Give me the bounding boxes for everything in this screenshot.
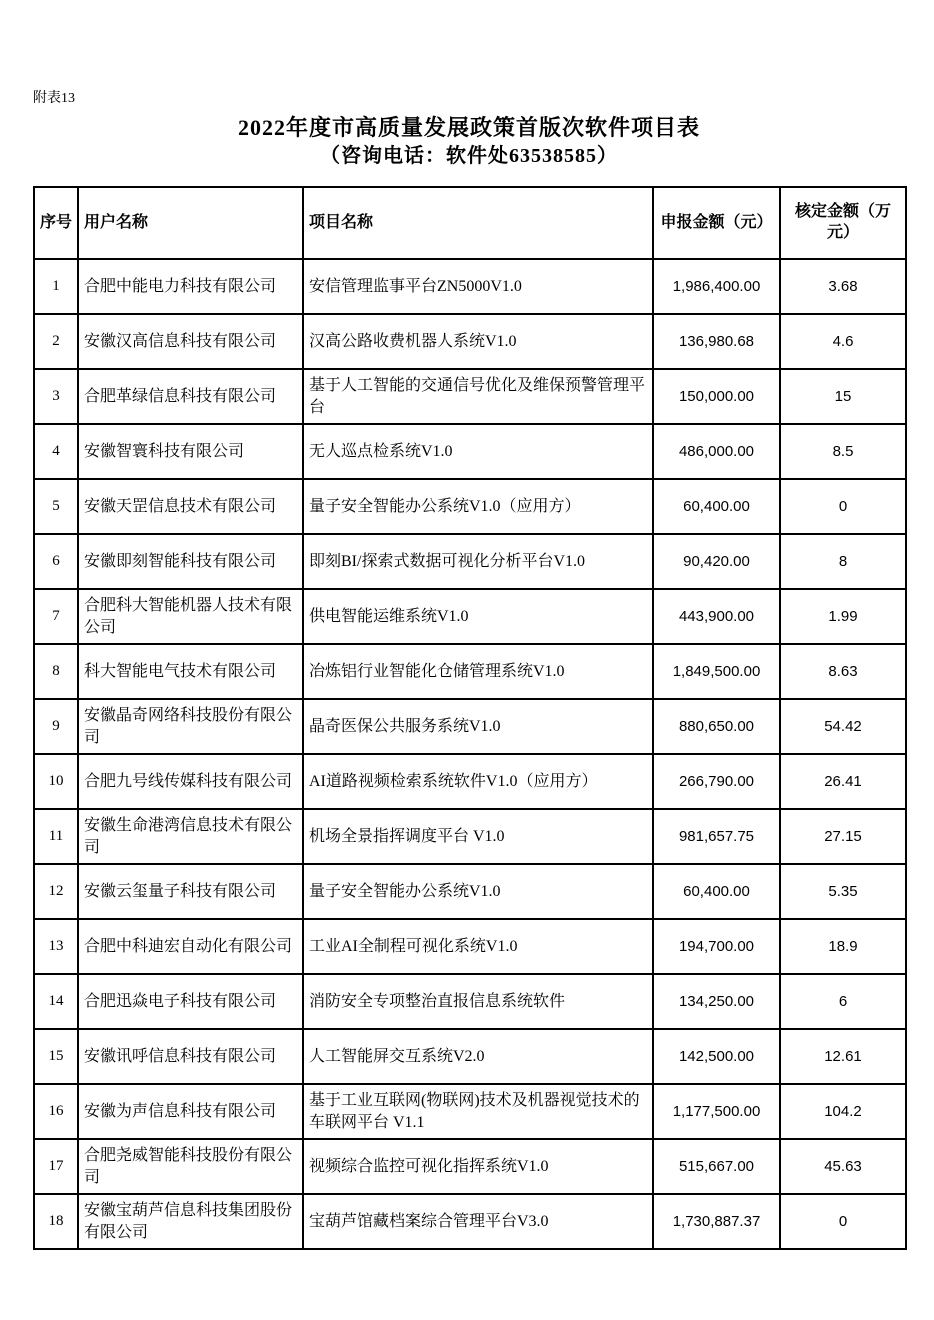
cell-user-name: 安徽为声信息科技有限公司 bbox=[78, 1084, 303, 1139]
cell-user-name: 安徽生命港湾信息技术有限公司 bbox=[78, 809, 303, 864]
cell-approved-amount: 45.63 bbox=[780, 1139, 906, 1194]
table-row bbox=[34, 369, 906, 424]
cell-project-name: 基于人工智能的交通信号优化及维保预警管理平台 bbox=[303, 369, 653, 424]
table-header-row bbox=[34, 187, 906, 259]
cell-seq: 5 bbox=[34, 479, 78, 534]
cell-user-name: 科大智能电气技术有限公司 bbox=[78, 644, 303, 699]
cell-declared-amount: 1,730,887.37 bbox=[653, 1194, 780, 1249]
cell-declared-amount: 150,000.00 bbox=[653, 369, 780, 424]
table-row bbox=[34, 314, 906, 369]
cell-project-name: 无人巡点检系统V1.0 bbox=[303, 424, 653, 479]
cell-project-name: 量子安全智能办公系统V1.0（应用方） bbox=[303, 479, 653, 534]
table-row bbox=[34, 974, 906, 1029]
cell-approved-amount: 0 bbox=[780, 1194, 906, 1249]
cell-approved-amount: 8 bbox=[780, 534, 906, 589]
cell-seq: 12 bbox=[34, 864, 78, 919]
cell-seq: 17 bbox=[34, 1139, 78, 1194]
cell-project-name: 汉高公路收费机器人系统V1.0 bbox=[303, 314, 653, 369]
cell-approved-amount: 4.6 bbox=[780, 314, 906, 369]
projects-table bbox=[33, 186, 907, 1250]
cell-user-name: 合肥尧威智能科技股份有限公司 bbox=[78, 1139, 303, 1194]
cell-user-name: 合肥革绿信息科技有限公司 bbox=[78, 369, 303, 424]
cell-user-name: 安徽汉高信息科技有限公司 bbox=[78, 314, 303, 369]
cell-approved-amount: 15 bbox=[780, 369, 906, 424]
cell-project-name: AI道路视频检索系统软件V1.0（应用方） bbox=[303, 754, 653, 809]
cell-declared-amount: 134,250.00 bbox=[653, 974, 780, 1029]
table-row bbox=[34, 479, 906, 534]
table-row bbox=[34, 644, 906, 699]
table-row bbox=[34, 259, 906, 314]
cell-declared-amount: 1,177,500.00 bbox=[653, 1084, 780, 1139]
cell-project-name: 宝葫芦馆藏档案综合管理平台V3.0 bbox=[303, 1194, 653, 1249]
cell-approved-amount: 0 bbox=[780, 479, 906, 534]
appendix-label: 附表13 bbox=[33, 91, 75, 106]
cell-declared-amount: 60,400.00 bbox=[653, 479, 780, 534]
cell-declared-amount: 880,650.00 bbox=[653, 699, 780, 754]
cell-approved-amount: 6 bbox=[780, 974, 906, 1029]
cell-approved-amount: 5.35 bbox=[780, 864, 906, 919]
table-row bbox=[34, 1139, 906, 1194]
cell-seq: 2 bbox=[34, 314, 78, 369]
cell-declared-amount: 443,900.00 bbox=[653, 589, 780, 644]
cell-declared-amount: 486,000.00 bbox=[653, 424, 780, 479]
header-seq: 序号 bbox=[34, 187, 78, 259]
header-approved-amount: 核定金额（万元） bbox=[780, 187, 906, 259]
cell-project-name: 即刻BI/探索式数据可视化分析平台V1.0 bbox=[303, 534, 653, 589]
cell-seq: 14 bbox=[34, 974, 78, 1029]
cell-declared-amount: 136,980.68 bbox=[653, 314, 780, 369]
table-row bbox=[34, 754, 906, 809]
cell-seq: 13 bbox=[34, 919, 78, 974]
cell-user-name: 安徽讯呼信息科技有限公司 bbox=[78, 1029, 303, 1084]
cell-declared-amount: 515,667.00 bbox=[653, 1139, 780, 1194]
cell-declared-amount: 142,500.00 bbox=[653, 1029, 780, 1084]
cell-approved-amount: 26.41 bbox=[780, 754, 906, 809]
table-row bbox=[34, 534, 906, 589]
cell-approved-amount: 12.61 bbox=[780, 1029, 906, 1084]
cell-user-name: 合肥科大智能机器人技术有限公司 bbox=[78, 589, 303, 644]
cell-seq: 15 bbox=[34, 1029, 78, 1084]
cell-seq: 7 bbox=[34, 589, 78, 644]
cell-approved-amount: 3.68 bbox=[780, 259, 906, 314]
table-row bbox=[34, 919, 906, 974]
cell-approved-amount: 8.63 bbox=[780, 644, 906, 699]
cell-seq: 10 bbox=[34, 754, 78, 809]
cell-seq: 16 bbox=[34, 1084, 78, 1139]
cell-seq: 4 bbox=[34, 424, 78, 479]
cell-project-name: 机场全景指挥调度平台 V1.0 bbox=[303, 809, 653, 864]
cell-user-name: 合肥中能电力科技有限公司 bbox=[78, 259, 303, 314]
cell-declared-amount: 1,849,500.00 bbox=[653, 644, 780, 699]
cell-declared-amount: 60,400.00 bbox=[653, 864, 780, 919]
cell-user-name: 合肥九号线传媒科技有限公司 bbox=[78, 754, 303, 809]
cell-approved-amount: 54.42 bbox=[780, 699, 906, 754]
cell-seq: 1 bbox=[34, 259, 78, 314]
table-row bbox=[34, 589, 906, 644]
page-title: 2022年度市高质量发展政策首版次软件项目表 bbox=[237, 115, 700, 140]
cell-seq: 18 bbox=[34, 1194, 78, 1249]
table-row bbox=[34, 1194, 906, 1249]
cell-declared-amount: 1,986,400.00 bbox=[653, 259, 780, 314]
cell-approved-amount: 18.9 bbox=[780, 919, 906, 974]
cell-approved-amount: 104.2 bbox=[780, 1084, 906, 1139]
cell-project-name: 工业AI全制程可视化系统V1.0 bbox=[303, 919, 653, 974]
cell-approved-amount: 8.5 bbox=[780, 424, 906, 479]
cell-user-name: 安徽云玺量子科技有限公司 bbox=[78, 864, 303, 919]
cell-seq: 8 bbox=[34, 644, 78, 699]
cell-approved-amount: 27.15 bbox=[780, 809, 906, 864]
table-row bbox=[34, 1029, 906, 1084]
cell-project-name: 冶炼铝行业智能化仓储管理系统V1.0 bbox=[303, 644, 653, 699]
cell-user-name: 安徽晶奇网络科技股份有限公司 bbox=[78, 699, 303, 754]
cell-seq: 3 bbox=[34, 369, 78, 424]
page-subtitle: （咨询电话：软件处63538585） bbox=[320, 144, 618, 167]
cell-user-name: 安徽智寰科技有限公司 bbox=[78, 424, 303, 479]
cell-declared-amount: 90,420.00 bbox=[653, 534, 780, 589]
header-user-name: 用户名称 bbox=[78, 187, 303, 259]
header-project-name: 项目名称 bbox=[303, 187, 653, 259]
cell-project-name: 供电智能运维系统V1.0 bbox=[303, 589, 653, 644]
cell-user-name: 合肥迅焱电子科技有限公司 bbox=[78, 974, 303, 1029]
cell-project-name: 消防安全专项整治直报信息系统软件 bbox=[303, 974, 653, 1029]
cell-declared-amount: 194,700.00 bbox=[653, 919, 780, 974]
cell-project-name: 人工智能屏交互系统V2.0 bbox=[303, 1029, 653, 1084]
cell-user-name: 安徽天罡信息技术有限公司 bbox=[78, 479, 303, 534]
cell-user-name: 安徽宝葫芦信息科技集团股份有限公司 bbox=[78, 1194, 303, 1249]
cell-approved-amount: 1.99 bbox=[780, 589, 906, 644]
table-body bbox=[34, 259, 906, 1249]
cell-user-name: 合肥中科迪宏自动化有限公司 bbox=[78, 919, 303, 974]
header-declared-amount: 申报金额（元） bbox=[653, 187, 780, 259]
cell-project-name: 基于工业互联网(物联网)技术及机器视觉技术的车联网平台 V1.1 bbox=[303, 1084, 653, 1139]
cell-user-name: 安徽即刻智能科技有限公司 bbox=[78, 534, 303, 589]
table-row bbox=[34, 809, 906, 864]
cell-declared-amount: 266,790.00 bbox=[653, 754, 780, 809]
cell-seq: 6 bbox=[34, 534, 78, 589]
document-header bbox=[33, 113, 905, 170]
table-row bbox=[34, 864, 906, 919]
cell-seq: 9 bbox=[34, 699, 78, 754]
cell-project-name: 视频综合监控可视化指挥系统V1.0 bbox=[303, 1139, 653, 1194]
cell-project-name: 量子安全智能办公系统V1.0 bbox=[303, 864, 653, 919]
table-row bbox=[34, 424, 906, 479]
table-row bbox=[34, 699, 906, 754]
cell-seq: 11 bbox=[34, 809, 78, 864]
cell-project-name: 晶奇医保公共服务系统V1.0 bbox=[303, 699, 653, 754]
table-row bbox=[34, 1084, 906, 1139]
cell-project-name: 安信管理监事平台ZN5000V1.0 bbox=[303, 259, 653, 314]
cell-declared-amount: 981,657.75 bbox=[653, 809, 780, 864]
